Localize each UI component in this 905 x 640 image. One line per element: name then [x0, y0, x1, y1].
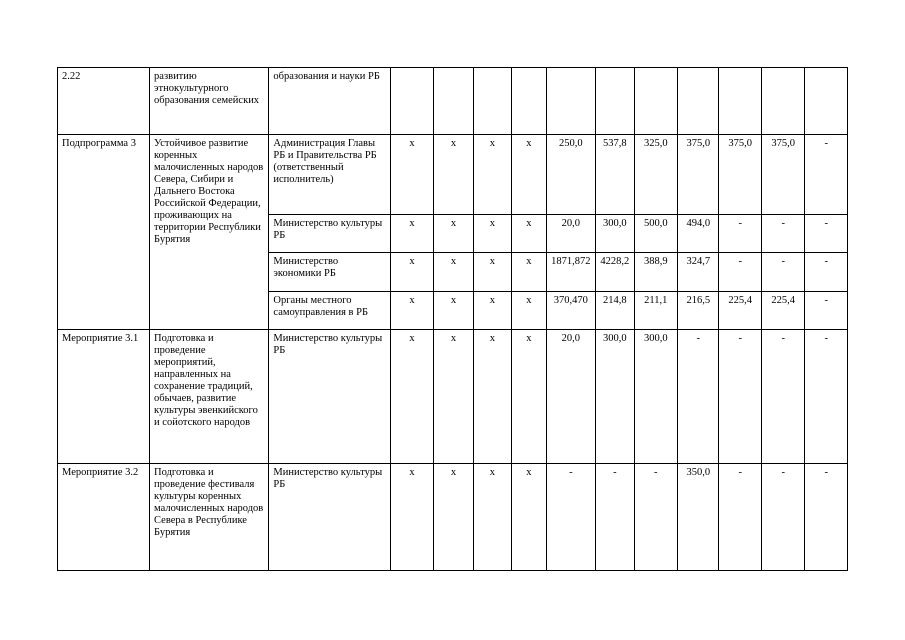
value-cell: х: [390, 292, 433, 330]
row-code: Мероприятие 3.1: [58, 330, 150, 464]
value-cell: -: [805, 135, 848, 215]
table-row: [58, 135, 848, 215]
value-cell: х: [434, 135, 473, 215]
table-row: [58, 330, 848, 464]
row-code: Мероприятие 3.2: [58, 464, 150, 571]
value-cell: -: [596, 464, 634, 571]
value-cell: 500,0: [634, 215, 677, 253]
value-cell: [634, 68, 677, 135]
value-cell: 300,0: [596, 330, 634, 464]
value-cell: х: [390, 135, 433, 215]
row-executor: Администрация Главы РБ и Правительства РБ (ответственный исполнитель): [269, 135, 390, 215]
value-cell: 300,0: [634, 330, 677, 464]
value-cell: х: [512, 215, 546, 253]
value-cell: х: [512, 330, 546, 464]
row-title: Подготовка и проведение мероприятий, направленных на сохранение традиций, обычаев, развитие культуры эвенкийского и сойотского народов: [150, 330, 269, 464]
value-cell: 375,0: [678, 135, 719, 215]
value-cell: х: [473, 135, 511, 215]
value-cell: 324,7: [678, 253, 719, 292]
value-cell: -: [761, 253, 804, 292]
row-code: Подпрограмма 3: [58, 135, 150, 330]
value-cell: [719, 68, 761, 135]
value-cell: х: [434, 330, 473, 464]
value-cell: х: [473, 464, 511, 571]
value-cell: 216,5: [678, 292, 719, 330]
row-executor: Министерство культуры РБ: [269, 215, 390, 253]
value-cell: -: [719, 330, 761, 464]
table-row: [58, 464, 848, 571]
row-executor: Министерство культуры РБ: [269, 330, 390, 464]
value-cell: -: [805, 215, 848, 253]
value-cell: 250,0: [546, 135, 596, 215]
value-cell: -: [719, 215, 761, 253]
value-cell: х: [512, 464, 546, 571]
row-executor: Министерство экономики РБ: [269, 253, 390, 292]
value-cell: х: [512, 253, 546, 292]
row-title: Устойчивое развитие коренных малочисленных народов Севера, Сибири и Дальнего Востока Российской Федерации, проживающих на территории Республики Бурятия: [150, 135, 269, 330]
value-cell: [473, 68, 511, 135]
value-cell: -: [634, 464, 677, 571]
value-cell: 211,1: [634, 292, 677, 330]
value-cell: -: [805, 292, 848, 330]
value-cell: 537,8: [596, 135, 634, 215]
value-cell: [678, 68, 719, 135]
value-cell: 375,0: [719, 135, 761, 215]
value-cell: х: [512, 292, 546, 330]
value-cell: х: [390, 215, 433, 253]
value-cell: [434, 68, 473, 135]
row-executor: Министерство культуры РБ: [269, 464, 390, 571]
budget-table: [57, 67, 848, 571]
value-cell: 350,0: [678, 464, 719, 571]
value-cell: -: [805, 330, 848, 464]
value-cell: 1871,872: [546, 253, 596, 292]
row-executor: образования и науки РБ: [269, 68, 390, 135]
value-cell: -: [678, 330, 719, 464]
value-cell: -: [761, 464, 804, 571]
value-cell: [390, 68, 433, 135]
value-cell: х: [473, 253, 511, 292]
value-cell: 494,0: [678, 215, 719, 253]
value-cell: 20,0: [546, 330, 596, 464]
value-cell: х: [390, 330, 433, 464]
value-cell: -: [761, 215, 804, 253]
row-code: 2.22: [58, 68, 150, 135]
value-cell: -: [546, 464, 596, 571]
value-cell: 370,470: [546, 292, 596, 330]
value-cell: х: [512, 135, 546, 215]
value-cell: [805, 68, 848, 135]
value-cell: 375,0: [761, 135, 804, 215]
value-cell: [546, 68, 596, 135]
value-cell: [761, 68, 804, 135]
value-cell: х: [434, 215, 473, 253]
value-cell: [512, 68, 546, 135]
value-cell: 325,0: [634, 135, 677, 215]
value-cell: -: [805, 253, 848, 292]
value-cell: х: [473, 292, 511, 330]
value-cell: 225,4: [761, 292, 804, 330]
value-cell: 4228,2: [596, 253, 634, 292]
value-cell: -: [805, 464, 848, 571]
value-cell: [596, 68, 634, 135]
table-row: [58, 68, 848, 135]
value-cell: 388,9: [634, 253, 677, 292]
value-cell: 20,0: [546, 215, 596, 253]
value-cell: 300,0: [596, 215, 634, 253]
row-title: Подготовка и проведение фестиваля культуры коренных малочисленных народов Севера в Республике Бурятия: [150, 464, 269, 571]
value-cell: -: [719, 464, 761, 571]
value-cell: х: [390, 253, 433, 292]
value-cell: -: [719, 253, 761, 292]
value-cell: 214,8: [596, 292, 634, 330]
value-cell: х: [434, 292, 473, 330]
value-cell: -: [761, 330, 804, 464]
value-cell: х: [473, 215, 511, 253]
value-cell: х: [434, 464, 473, 571]
value-cell: х: [390, 464, 433, 571]
value-cell: 225,4: [719, 292, 761, 330]
value-cell: х: [434, 253, 473, 292]
row-executor: Органы местного самоуправления в РБ: [269, 292, 390, 330]
row-title: развитию этнокультурного образования семейских: [150, 68, 269, 135]
value-cell: х: [473, 330, 511, 464]
